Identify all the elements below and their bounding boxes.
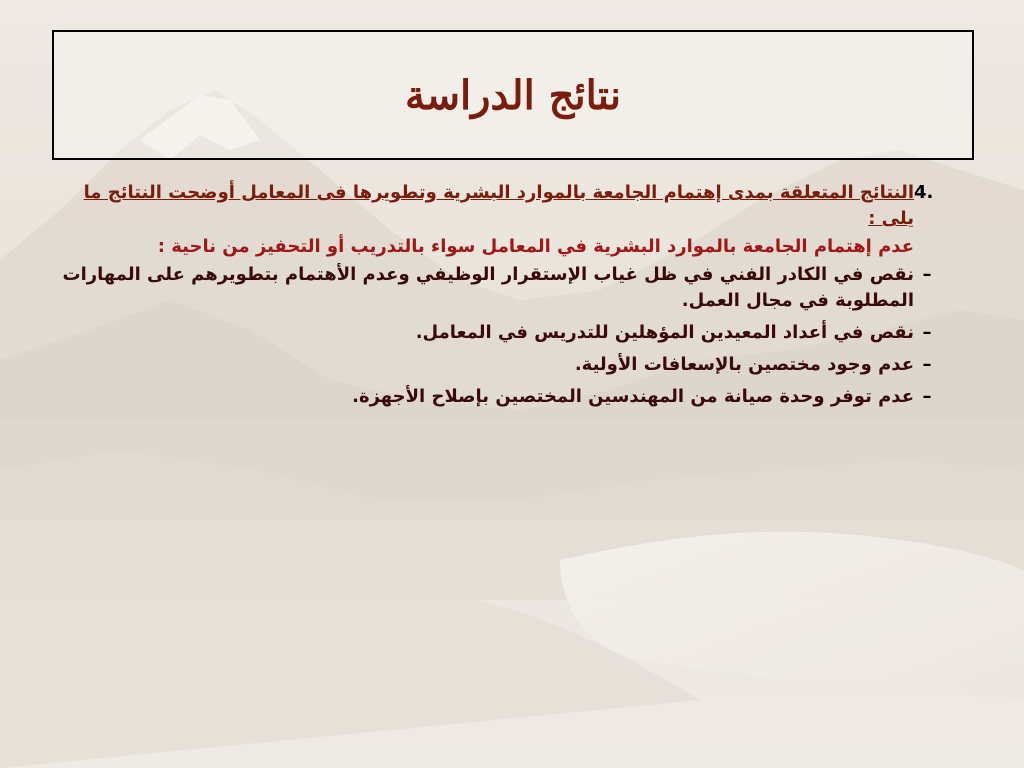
dash-bullet: – [922,264,932,285]
point-text: عدم توفر وحدة صيانة من المهندسين المختصين بإصلاح الأجهزة. [352,386,914,407]
points-list [60,262,970,410]
title-box [52,30,974,160]
dash-bullet: – [922,354,932,375]
point-text: نقص في الكادر الفني في ظل غياب الإستقرار الوظيفي وعدم الأهتمام بتطويرهم على المهارات المطلوبة في مجال العمل. [62,264,914,311]
item-number-label: 4. [914,182,934,203]
slide-content [60,180,970,416]
dash-bullet: – [922,386,932,407]
list-item [60,320,970,346]
slide-title: نتائج الدراسة [405,71,621,119]
item-heading: النتائج المتعلقة بمدى إهتمام الجامعة بالموارد البشرية وتطويرها فى المعامل أوضحت النتائج ما يلى : [83,182,914,229]
list-item [60,262,970,314]
list-item [60,384,970,410]
point-text: نقص في أعداد المعيدين المؤهلين للتدريس في المعامل. [415,322,914,343]
numbered-item [60,180,970,232]
topic-line: عدم إهتمام الجامعة بالموارد البشرية في المعامل سواء بالتدريب أو التحفيز من ناحية : [157,236,914,257]
list-item [60,352,970,378]
point-text: عدم وجود مختصين بالإسعافات الأولية. [574,354,914,375]
item-number [914,180,970,206]
dash-bullet: – [922,322,932,343]
